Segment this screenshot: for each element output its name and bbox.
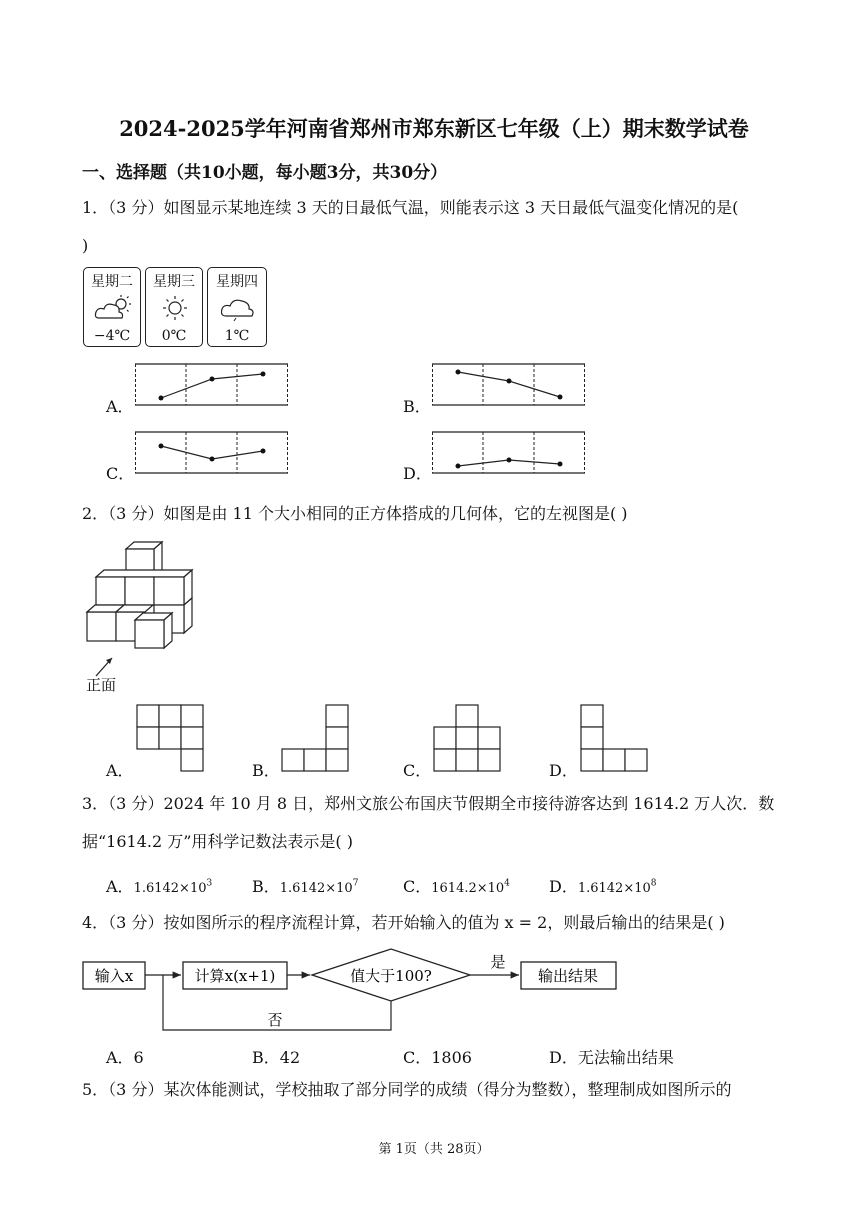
q3-option-b-base: 1.6142×10 — [279, 881, 353, 896]
question-1-text-cont: ) — [82, 236, 89, 255]
q2-option-a-grid — [136, 704, 206, 774]
flow-condition-text: 值大于100? — [350, 967, 432, 985]
flow-compute-text: 计算x(x+1) — [194, 967, 276, 985]
cube-solid-figure — [82, 540, 202, 655]
sun-cloud-icon — [94, 294, 134, 322]
q3-option-c-label: C． — [403, 877, 432, 896]
section-heading: 一、选择题（共10小题，每小题3分，共30分） — [82, 163, 448, 183]
page-title: 2024-2025学年河南省郑州市郑东新区七年级（上）期末数学试卷 — [119, 116, 749, 141]
q3-option-c-base: 1614.2×10 — [431, 881, 505, 896]
weather-temp: 0℃ — [161, 328, 187, 344]
q3-option-c — [403, 874, 510, 897]
flow-output-text: 输出结果 — [537, 967, 599, 985]
question-3-text-cont: 据“1614.2 万”用科学记数法表示是( ) — [82, 832, 354, 851]
q3-option-a-exp: 3 — [206, 878, 213, 889]
weather-card-3 — [207, 267, 267, 347]
question-1-text: 1．（3 分）如图显示某地连续 3 天的日最低气温，则能表示这 3 天日最低气温变化情况的是( — [82, 198, 739, 217]
weather-card-2 — [145, 267, 203, 347]
q2-option-d-label: D． — [549, 761, 578, 780]
weather-day-label: 星期二 — [91, 274, 133, 290]
q3-option-b-exp: 7 — [352, 878, 359, 889]
q2-option-b-label: B． — [252, 761, 280, 780]
q1-option-c-label: C． — [106, 464, 135, 483]
weather-card-1 — [83, 267, 141, 347]
q1-option-a-chart — [135, 363, 290, 407]
weather-temp: −4℃ — [93, 328, 131, 344]
q4-option-b: B．42 — [252, 1048, 301, 1067]
q1-option-d-label: D． — [403, 464, 432, 483]
flow-input-text: 输入x — [94, 967, 134, 985]
question-4-text: 4．（3 分）按如图所示的程序流程计算，若开始输入的值为 x = 2，则最后输出的结果是( ) — [82, 913, 725, 932]
weather-temp: 1℃ — [224, 328, 250, 344]
q3-option-a-label: A． — [106, 877, 134, 896]
q2-option-a-label: A． — [106, 761, 134, 780]
q2-option-c-label: C． — [403, 761, 432, 780]
q1-option-b-label: B． — [403, 397, 431, 416]
q3-option-b — [252, 874, 358, 897]
flow-yes-text: 是 — [490, 953, 506, 971]
q3-option-d-exp: 8 — [650, 878, 657, 889]
weather-day-label: 星期四 — [216, 274, 258, 290]
q4-option-d: D．无法输出结果 — [549, 1048, 674, 1067]
question-3-text: 3．（3 分）2024 年 10 月 8 日，郑州文旅公布国庆节假期全市接待游客达到 1614.2 万人次．数 — [82, 794, 775, 813]
q2-option-b-grid — [281, 704, 351, 774]
q4-option-a: A．6 — [106, 1048, 144, 1067]
q4-option-c: C．1806 — [403, 1048, 472, 1067]
q3-option-a-base: 1.6142×10 — [133, 881, 207, 896]
q2-option-d-grid — [580, 704, 650, 774]
q1-option-d-chart — [432, 431, 587, 475]
q3-option-c-exp: 4 — [504, 878, 510, 889]
q1-option-c-chart — [135, 431, 290, 475]
flowchart — [82, 945, 622, 1035]
front-label: 正面 — [86, 676, 117, 694]
question-5-text: 5．（3 分）某次体能测试，学校抽取了部分同学的成绩（得分为整数），整理制成如图所示的 — [82, 1080, 732, 1099]
page-footer: 第 1页（共 28页） — [378, 1142, 490, 1157]
weather-day-label: 星期三 — [153, 274, 195, 290]
q1-option-a-label: A． — [106, 397, 134, 416]
question-2-text: 2．（3 分）如图是由 11 个大小相同的正方体搭成的几何体，它的左视图是( ) — [82, 504, 628, 523]
flow-no-text: 否 — [267, 1011, 283, 1029]
q3-option-b-label: B． — [252, 877, 280, 896]
q3-option-d — [549, 874, 657, 897]
q3-option-d-base: 1.6142×10 — [577, 881, 651, 896]
q2-option-c-grid — [433, 704, 503, 774]
cloud-icon — [220, 296, 256, 322]
q3-option-a — [106, 874, 212, 897]
q3-option-d-label: D． — [549, 877, 578, 896]
q1-option-b-chart — [432, 363, 587, 407]
sun-icon — [160, 294, 190, 322]
